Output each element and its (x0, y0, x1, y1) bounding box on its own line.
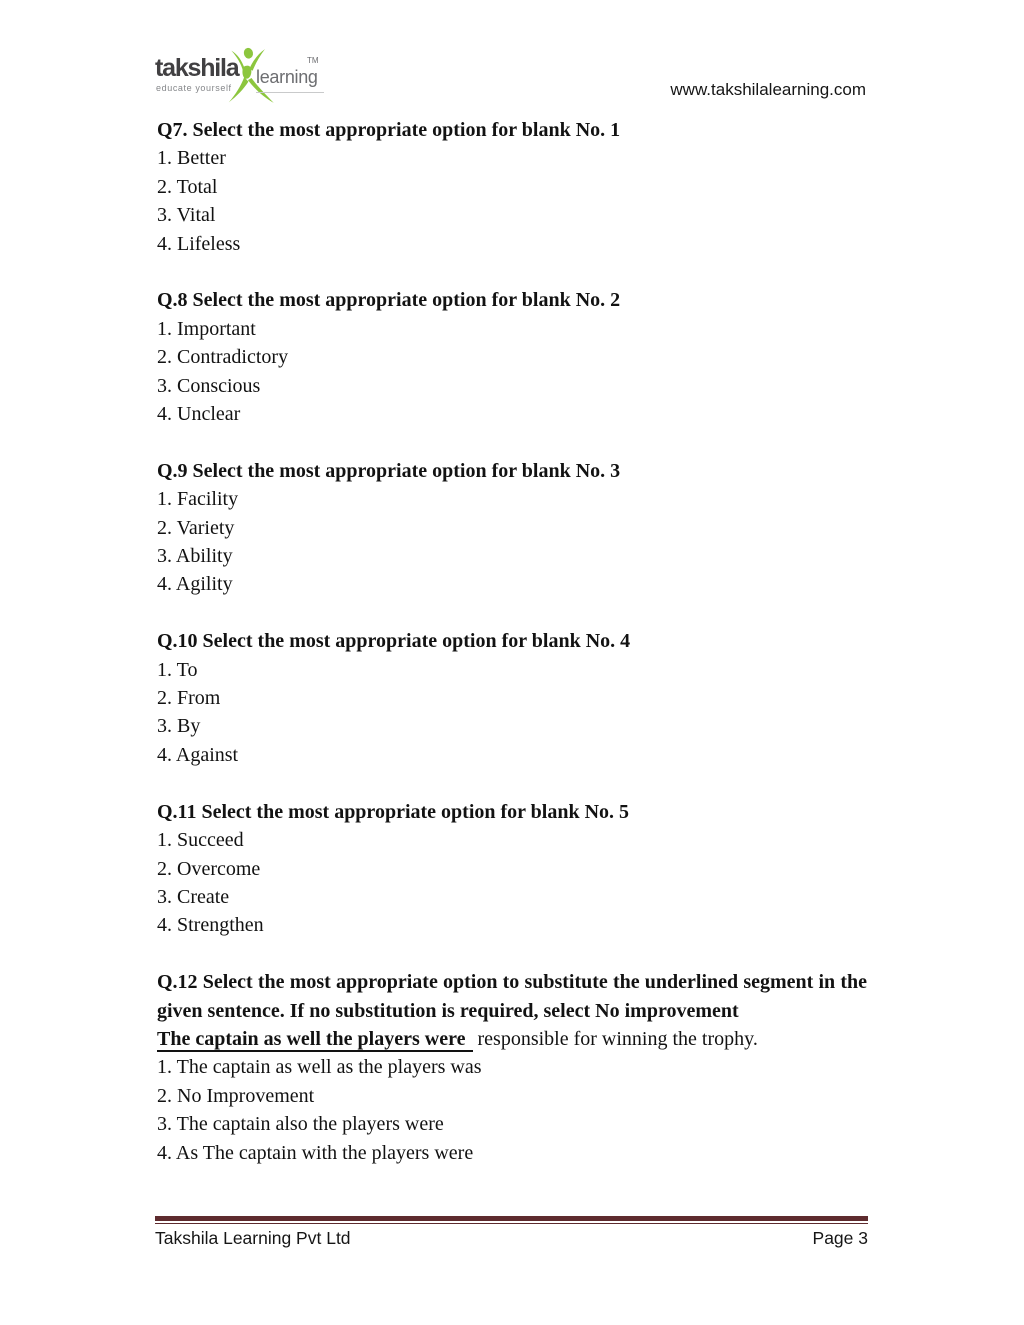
logo-learning-text: learning (256, 67, 324, 93)
option-line: 2. Total (157, 175, 218, 198)
questions-section (157, 116, 867, 1195)
option-line: 2. Overcome (157, 857, 261, 880)
question-block-q8 (157, 286, 867, 428)
takshila-learning-logo (155, 46, 330, 110)
underlined-segment: The captain as well the players were (157, 1028, 473, 1052)
option-line: 4. Unclear (157, 403, 241, 426)
option-line: 4. As The captain with the players were (157, 1141, 474, 1164)
option-line: 3. Create (157, 885, 230, 908)
option-line: 4. Against (157, 743, 239, 766)
logo-brand-text: takshila (155, 54, 239, 82)
footer-divider (155, 1216, 868, 1224)
question-block-q11 (157, 798, 867, 940)
page-footer (155, 1228, 868, 1249)
question-title: Q7. Select the most appropriate option for blank No. 1 (157, 119, 621, 141)
option-line: 1. Facility (157, 488, 239, 511)
question-title: Q.8 Select the most appropriate option for blank No. 2 (157, 289, 621, 312)
option-line: 1. Better (157, 147, 226, 170)
question-block-q9 (157, 457, 867, 599)
question-title: Q.9 Select the most appropriate option for blank No. 3 (157, 459, 621, 482)
option-line: 3. The captain also the players were (157, 1113, 444, 1136)
option-line: 3. Conscious (157, 374, 261, 397)
option-line: 3. By (157, 715, 201, 738)
question-title: Q.10 Select the most appropriate option for blank No. 4 (157, 630, 631, 653)
option-line: 1. Important (157, 317, 256, 340)
footer-company: Takshila Learning Pvt Ltd (155, 1228, 351, 1248)
footer-page-number: Page 3 (812, 1228, 868, 1248)
option-line: 4. Agility (157, 573, 233, 596)
option-line: 1. To (157, 658, 198, 681)
question-block-q10 (157, 627, 867, 769)
option-line: 2. Variety (157, 516, 235, 539)
option-line: 2. Contradictory (157, 346, 289, 369)
question-block-q12 (157, 968, 867, 1167)
question-title: Q.11 Select the most appropriate option for blank No. 5 (157, 800, 630, 823)
question-block-q7 (157, 116, 867, 258)
sentence-line (157, 1025, 867, 1053)
option-line: 4. Strengthen (157, 914, 264, 937)
logo-tagline: educate yourself (156, 83, 232, 93)
option-line: 3. Ability (157, 545, 233, 568)
question-title: Q.12 Select the most appropriate option to substitute the underlined segment in the given sentence. If no substitution is required, select No improvement (157, 971, 867, 1022)
sentence-rest: responsible for winning the trophy. (472, 1027, 758, 1050)
option-line: 2. From (157, 687, 221, 710)
option-line: 3. Vital (157, 204, 216, 227)
trademark-mark: TM (307, 56, 319, 65)
website-url: www.takshilalearning.com (670, 80, 866, 99)
option-line: 1. Succeed (157, 829, 244, 852)
option-line: 2. No Improvement (157, 1084, 315, 1107)
option-line: 4. Lifeless (157, 232, 241, 255)
option-line: 1. The captain as well as the players was (157, 1056, 482, 1079)
